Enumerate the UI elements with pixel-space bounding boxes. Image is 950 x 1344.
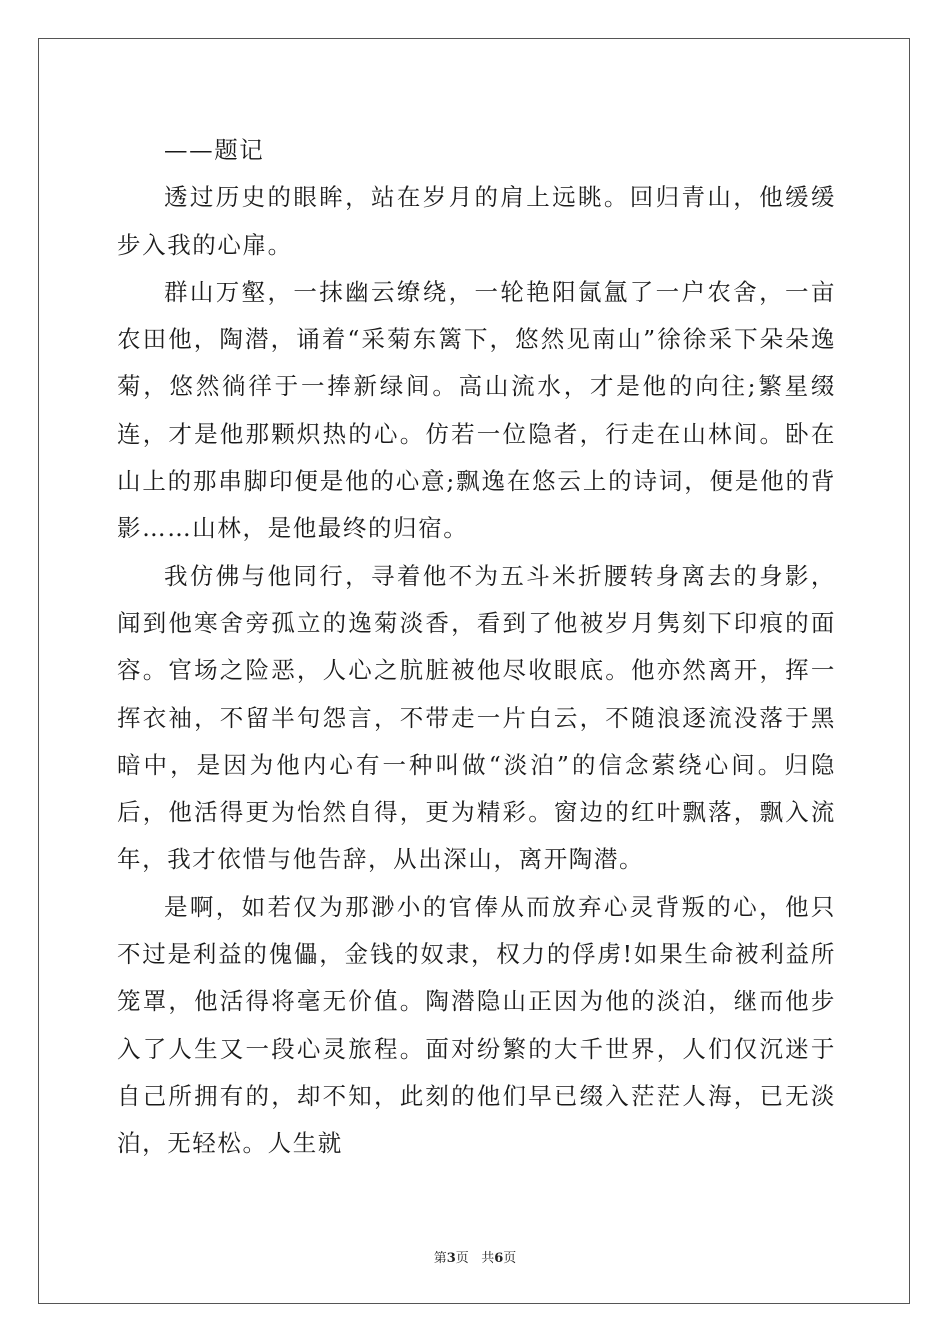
document-body <box>117 127 836 1168</box>
paragraph: 透过历史的眼眸，站在岁月的肩上远眺。回归青山，他缓缓步入我的心扉。 <box>117 183 836 259</box>
paragraph: 我仿佛与他同行，寻着他不为五斗米折腰转身离去的身影，闻到他寒舍旁孤立的逸菊淡香，看到了他被岁月隽刻下印痕的面容。官场之险恶，人心之肮脏被他尽收眼底。他亦然离开，挥一挥衣袖，不留半句怨言，不带走一片白云，不随浪逐流没落于黑暗中，是因为他内心有一种叫做“淡泊”的信念萦绕心间。归隐后，他活得更为怡然自得，更为精彩。窗边的红叶飘落，飘入流年，我才依惜与他告辞，从出深山，离开陶潜。 <box>117 561 836 874</box>
page-number-current: 3 <box>446 1251 456 1266</box>
page-footer <box>0 1247 950 1266</box>
paragraph: 是啊，如若仅为那渺小的官俸从而放弃心灵背叛的心，他只不过是利益的傀儡，金钱的奴隶，权力的俘虏!如果生命被利益所笼罩，他活得将毫无价值。陶潜隐山正因为他的淡泊，继而他步入了人生又一段心灵旅程。面对纷繁的大千世界，人们仅沉迷于自己所拥有的，却不知，此刻的他们早已缀入茫茫人海，已无淡泊，无轻松。人生就 <box>117 892 836 1158</box>
page-total: 6 <box>494 1251 504 1266</box>
paragraph: 群山万壑，一抹幽云缭绕，一轮艳阳氤氲了一户农舍，一亩农田他，陶潜，诵着“采菊东篱下，悠然见南山”徐徐采下朵朵逸菊，悠然徜徉于一捧新绿间。高山流水，才是他的向往;繁星缀连，才是他那颗炽热的心。仿若一位隐者，行走在山林间。卧在山上的那串脚印便是他的心意;飘逸在悠云上的诗词，便是他的背影……山林，是他最终的归宿。 <box>117 277 836 543</box>
page-total-prefix: 共 <box>481 1251 495 1266</box>
page-number-prefix: 第 <box>433 1251 447 1266</box>
page-total-suffix: 页 <box>503 1251 517 1266</box>
page-number-suffix: 页 <box>455 1251 469 1266</box>
epigraph: ——题记 <box>164 136 265 164</box>
